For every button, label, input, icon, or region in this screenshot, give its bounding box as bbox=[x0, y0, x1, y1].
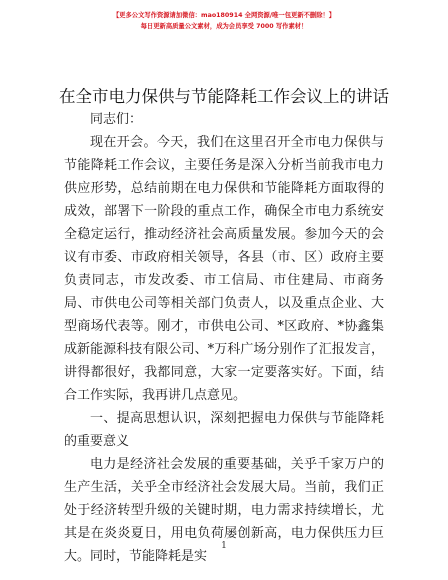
document-body bbox=[64, 108, 384, 568]
section-heading-1: 一、提高思想认识，深刻把握电力保供与节能降耗的重要意义 bbox=[64, 411, 384, 449]
promo-banner-line-1: 【更多公文写作资源请加微信：mao180914 全网资源/唯一包更新不删除！】 bbox=[112, 12, 336, 19]
page-number: 1 bbox=[221, 541, 227, 551]
paragraph-opening: 现在开会。今天，我们在这里召开全市电力保供与节能降耗工作会议，主要任务是深入分析当前我市电力供应形势，总结前期在电力保供和节能降耗方面取得的成效，部署下一阶段的重点工作，确保全市电力系统安全稳定运行，推动经济社会高质量发展。参加今天的会议有市委、市政府相关领导，各县（市、区）政府主要负责同志，市发改委、市工信局、市住建局、市商务局、市供电公司等相关部门负责人，以及重点企业、大型商场代表等。刚才，市供电公司、*区政府、*协鑫集成新能源科技有限公司、*万科广场分别作了汇报发言，讲得都很好，我都同意，大家一定要落实好。下面，结合工作实际，我再讲几点意见。 bbox=[64, 135, 384, 403]
salutation: 同志们： bbox=[90, 112, 143, 127]
document-title: 在全市电力保供与节能降耗工作会议上的讲话 bbox=[59, 87, 389, 106]
paragraph-section-1: 电力是经济社会发展的重要基础，关乎千家万户的生产生活，关乎全市经济社会发展大局。当前，我们正处于经济转型升级的关键时期，电力需求持续增长，尤其是在炎炎夏日，用电负荷屡创新高，电力保供压力巨大。同时，节能降耗是实 bbox=[64, 457, 384, 564]
promo-banner bbox=[0, 10, 448, 32]
promo-banner-line-2: 每日更新高质量公文素材，成为会员享受 7000 写作素材！ bbox=[140, 23, 308, 30]
